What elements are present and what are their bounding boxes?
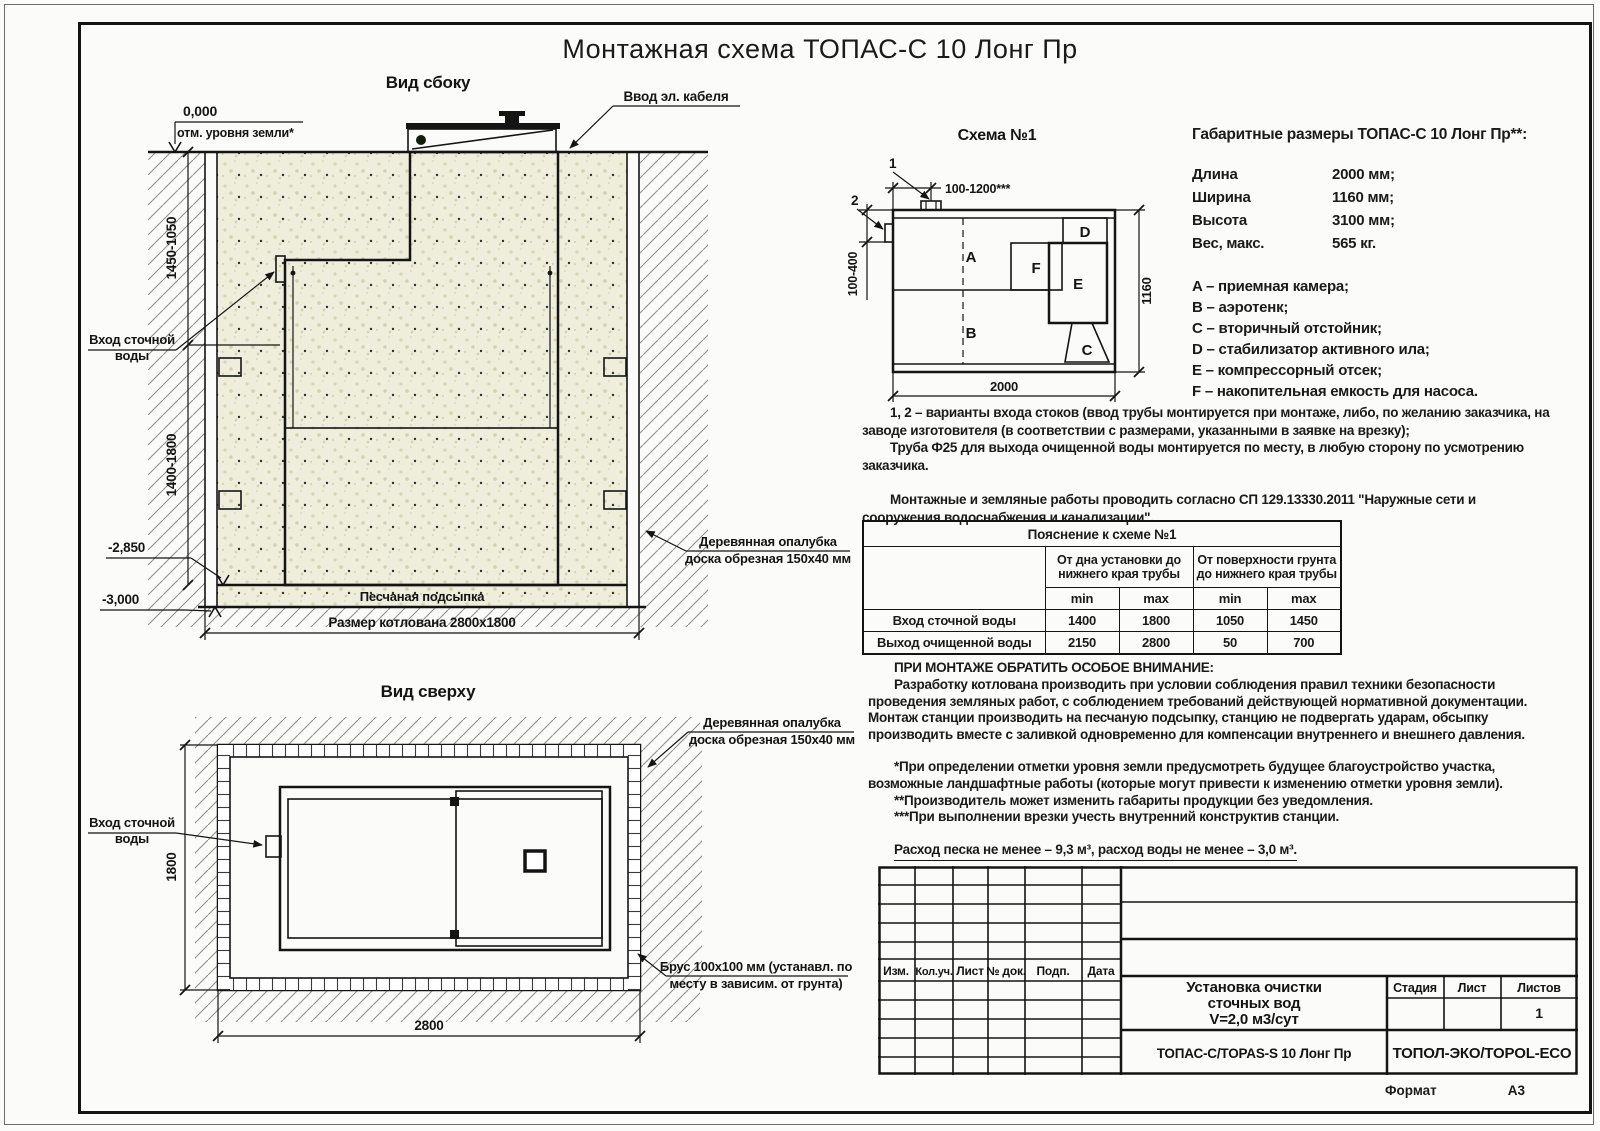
format-value: А3 xyxy=(1507,1083,1525,1098)
vent-stub xyxy=(505,116,519,128)
spec-row xyxy=(1192,235,1588,258)
attention-note-2: **Производитель может изменить габариты продукции без уведомления. xyxy=(894,792,1373,808)
dim-upper: 1450-1050 xyxy=(164,216,179,280)
attention-body: Разработку котлована производить при условии соблюдения правил техники безопасности проведения земляных работ, с соблюдением требований действующей нормативной документации. Монтаж станции производить на песчаную подсыпку, станцию не подвергать ударам, обсыпку производить вместе с заливкой одновременно для компенсации внутреннего и внешнего давления. xyxy=(868,676,1528,743)
notes-block xyxy=(862,404,1556,526)
spec-value: 1160 мм; xyxy=(1332,189,1394,206)
rev-col-data: Дата xyxy=(1087,964,1115,978)
sheets-count: 1 xyxy=(1535,1005,1543,1021)
table-row xyxy=(863,632,1341,654)
rev-col-koluch: Кол.уч. xyxy=(915,966,953,978)
inlet-label-1: Вход сточной xyxy=(89,815,175,830)
top-view-title: Вид сверху xyxy=(380,682,476,701)
formwork-right xyxy=(627,152,639,607)
formwork-label-2: доска обрезная 150х40 мм xyxy=(685,551,851,566)
drawing-title: Монтажная схема ТОПАС-С 10 Лонг Пр xyxy=(562,34,1078,64)
side-view-title: Вид сбоку xyxy=(385,73,471,92)
table-corner-cell xyxy=(863,547,1045,610)
dim-lower: 1400-1800 xyxy=(164,433,179,497)
schema-inlet-1 xyxy=(921,201,941,210)
spec-label: Длина xyxy=(1192,166,1238,183)
floor-elevation: -2,850 xyxy=(108,540,146,555)
cell: 2150 xyxy=(1045,632,1119,654)
formwork-label-2: доска обрезная 150х40 мм xyxy=(689,732,855,747)
cell: 1400 xyxy=(1045,610,1119,632)
product-name: ТОПАС-С/TOPAS-S 10 Лонг Пр xyxy=(1156,1046,1352,1061)
lid-hatch xyxy=(525,851,545,871)
room-f: F xyxy=(1031,260,1041,277)
spec-label: Высота xyxy=(1192,212,1247,229)
cell: 50 xyxy=(1193,632,1267,654)
pit-size-label: Размер котлована 2800х1800 xyxy=(328,615,516,630)
format-label: Формат xyxy=(1385,1083,1437,1098)
room-c: C xyxy=(1081,342,1093,359)
doc-title-line1: Установка очистки xyxy=(1186,979,1322,996)
chamber-legend xyxy=(1192,278,1588,404)
hatch-top xyxy=(195,717,700,745)
title-block xyxy=(878,866,1578,1075)
schema-title: Схема №1 xyxy=(957,127,1037,144)
attention-note-3: ***При выполнении врезки учесть внутренний конструктив станции. xyxy=(894,809,1340,825)
spec-row xyxy=(1192,189,1588,212)
legend-item: A – приемная камера; xyxy=(1192,278,1349,295)
explanation-table xyxy=(862,520,1342,655)
spec-value: 2000 мм; xyxy=(1332,166,1395,183)
point-1: 1 xyxy=(889,156,897,171)
rev-col-podp: Подп. xyxy=(1036,964,1070,978)
dim-left: 100-400 xyxy=(846,251,860,297)
formwork-left xyxy=(205,152,217,607)
side-view-drawing xyxy=(88,70,858,670)
inlet-label-2: воды xyxy=(114,348,150,363)
table-title: Пояснение к схеме №1 xyxy=(863,521,1341,547)
legend-item: F – накопительная емкость для насоса. xyxy=(1192,383,1478,400)
bottom-elevation: -3,000 xyxy=(102,592,140,607)
attention-note-1: *При определении отметки уровня земли предусмотреть будущее благоустройство участка, возможные ландшафтные работы (которые могут привести к изменению отметки уровня земли). xyxy=(868,758,1503,791)
note-outlet-pipe: Труба Ф25 для выхода очищенной воды монтируется по месту, в любую сторону по усмотрению заказчика. xyxy=(862,440,1524,473)
table-group-2: От поверхности грунта до нижнего края трубы xyxy=(1193,547,1341,588)
tank-plan xyxy=(280,787,610,950)
table-row xyxy=(863,610,1341,632)
hatch-right xyxy=(640,745,702,990)
specs-heading: Габаритные размеры ТОПАС-С 10 Лонг Пр**: xyxy=(1192,126,1527,143)
point-2: 2 xyxy=(851,193,859,208)
legend-item: C – вторичный отстойник; xyxy=(1192,320,1382,337)
row-label: Вход сточной воды xyxy=(863,610,1045,632)
room-a: A xyxy=(965,249,977,266)
hinge xyxy=(450,797,459,806)
top-view-drawing xyxy=(88,675,868,1115)
dim-top: 100-1200*** xyxy=(945,182,1011,196)
dim-1800: 1800 xyxy=(164,852,179,882)
max-header: max xyxy=(1119,588,1193,610)
sand-backfill xyxy=(217,152,627,607)
max-header: max xyxy=(1267,588,1341,610)
spec-value: 565 кг. xyxy=(1332,235,1376,252)
lid-hinge xyxy=(416,135,426,145)
sheets-header: Листов xyxy=(1517,981,1561,995)
format-line xyxy=(1385,1083,1525,1098)
zero-elevation: 0,000 xyxy=(183,103,218,119)
row-label: Выход очищенной воды xyxy=(863,632,1045,654)
attention-block xyxy=(868,660,1556,861)
beam-label-2: месту в зависим. от грунта) xyxy=(669,976,843,991)
cell: 1450 xyxy=(1267,610,1341,632)
lid-rim xyxy=(406,123,560,129)
specs-block xyxy=(1192,126,1588,404)
attention-heading: ПРИ МОНТАЖЕ ОБРАТИТЬ ОСОБОЕ ВНИМАНИЕ: xyxy=(894,660,1214,675)
min-header: min xyxy=(1193,588,1267,610)
cable-entry-label: Ввод эл. кабеля xyxy=(623,89,729,104)
rev-col-izm: Изм. xyxy=(883,964,909,978)
sheet-header: Лист xyxy=(1457,981,1487,995)
doc-title-line3: V=2,0 м3/сут xyxy=(1209,1011,1299,1028)
vent-cap xyxy=(499,111,525,116)
ground-note: отм. уровня земли* xyxy=(177,126,294,140)
formwork-ring xyxy=(218,745,640,990)
cell: 700 xyxy=(1267,632,1341,654)
cell: 1800 xyxy=(1119,610,1193,632)
min-header: min xyxy=(1045,588,1119,610)
beam-label-1: Брус 100х100 мм (устанавл. по xyxy=(659,959,853,974)
note-sp-standard: Монтажные и земляные работы проводить согласно СП 129.13330.2011 "Наружные сети и сооружения водоснабжения и канализации". xyxy=(862,492,1476,525)
legend-item: D – стабилизатор активного ила; xyxy=(1192,341,1430,358)
company-name: ТОПОЛ-ЭКО/TOPOL-ECO xyxy=(1392,1045,1572,1062)
room-b: B xyxy=(965,325,977,342)
note-variants: 1, 2 – варианты входа стоков (ввод трубы монтируется при монтаже, либо, по желанию заказчика, на заводе изготовителя (в соответствии с размерами, указанными в заявке на врезку); xyxy=(862,405,1550,438)
inlet-label-1: Вход сточной xyxy=(89,332,175,347)
dim-2800: 2800 xyxy=(414,1018,444,1033)
formwork-label-1: Деревянная опалубка xyxy=(703,715,841,730)
spec-label: Вес, макс. xyxy=(1192,235,1265,252)
inlet-label-2: воды xyxy=(114,831,150,846)
spec-label: Ширина xyxy=(1192,189,1251,206)
hinge xyxy=(450,930,459,939)
cell: 2800 xyxy=(1119,632,1193,654)
table-group-1: От дна установки до нижнего края трубы xyxy=(1045,547,1193,588)
rev-col-ndoc: № док. xyxy=(986,964,1026,978)
stage-header: Стадия xyxy=(1393,981,1437,995)
sand-bed-label: Песчаная подсыпка xyxy=(359,589,485,604)
consumption-note: Расход песка не менее – 9,3 м³, расход воды не менее – 3,0 м³. xyxy=(894,842,1297,861)
doc-title-line2: сточных вод xyxy=(1207,995,1301,1012)
hatch-left xyxy=(195,745,218,990)
dim-right: 1160 xyxy=(1139,277,1154,305)
formwork-label-1: Деревянная опалубка xyxy=(699,534,837,549)
legend-item: B – аэротенк; xyxy=(1192,299,1289,316)
room-e: E xyxy=(1073,276,1083,293)
legend-item: E – компрессорный отсек; xyxy=(1192,362,1382,379)
room-d: D xyxy=(1079,224,1091,241)
spec-row xyxy=(1192,212,1588,235)
spec-value: 3100 мм; xyxy=(1332,212,1395,229)
cell: 1050 xyxy=(1193,610,1267,632)
spec-row xyxy=(1192,166,1588,189)
dim-bottom: 2000 xyxy=(989,379,1019,394)
schema-drawing xyxy=(845,110,1205,410)
rev-col-list: Лист xyxy=(956,964,984,978)
sand-fill-top xyxy=(230,757,628,978)
hatch-bottom xyxy=(195,990,700,1022)
